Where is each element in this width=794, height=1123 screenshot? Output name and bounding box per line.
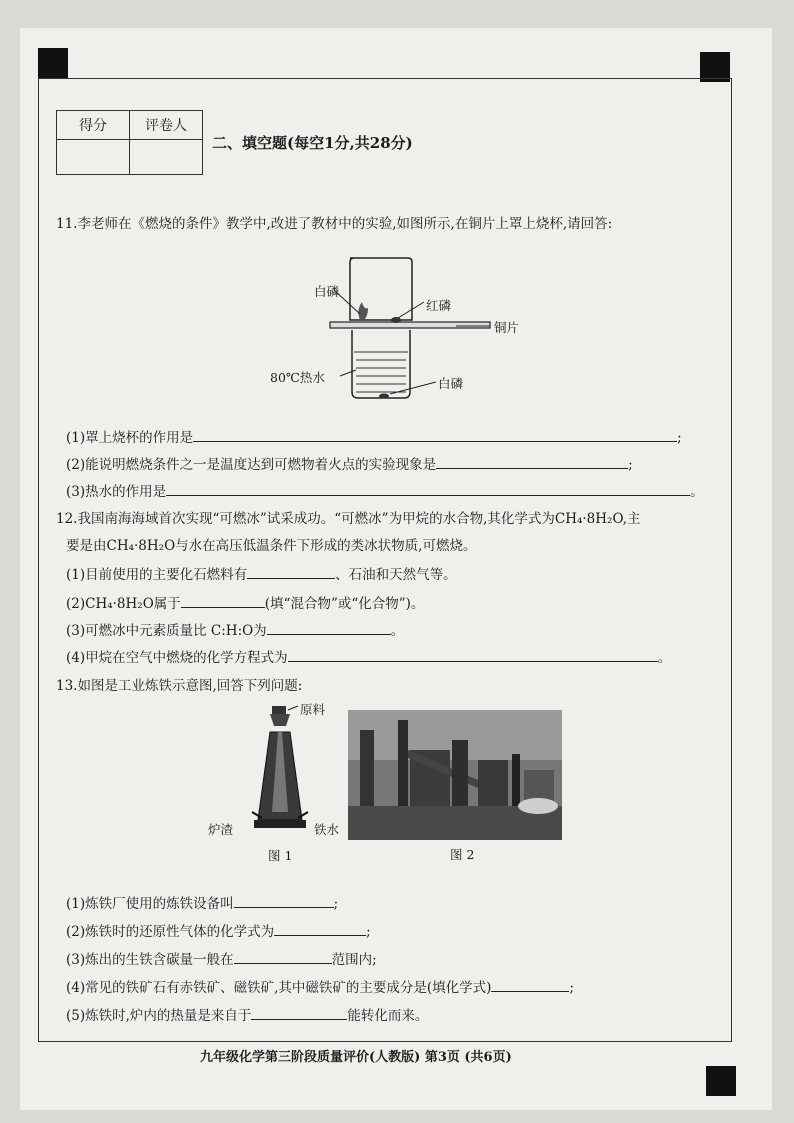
- q13-part3-text: (3)炼出的生铁含碳量一般在: [66, 952, 234, 968]
- grader-cell[interactable]: [130, 140, 203, 175]
- q12-part2: [66, 592, 424, 612]
- answer-blank[interactable]: [288, 647, 658, 662]
- raw-materials-label: 原料: [300, 702, 326, 717]
- white-phosphorus-top-label: 白磷: [314, 284, 340, 299]
- q13-part3-tail: 范围内;: [331, 952, 377, 968]
- q12-part1-tail: 、石油和天然气等。: [335, 567, 457, 583]
- punctuation: 。: [390, 623, 405, 639]
- answer-blank[interactable]: [234, 949, 332, 964]
- answer-blank[interactable]: [234, 893, 334, 908]
- q13-part1-text: (1)炼铁厂使用的炼铁设备叫: [66, 896, 234, 912]
- grader-label: 评卷人: [130, 111, 203, 140]
- q12-part3-text: (3)可燃冰中元素质量比 C:H:O为: [66, 623, 267, 639]
- red-phosphorus-label: 红磷: [426, 298, 452, 313]
- q13-part3: [66, 948, 377, 968]
- q13-part1: [66, 892, 338, 912]
- score-label: 得分: [57, 111, 130, 140]
- q13-part4: [66, 976, 574, 996]
- q12-stem-line1: 12.我国南海海域首次实现“可燃冰”试采成功。“可燃冰”为甲烷的水合物,其化学式为CH₄·8H₂O,主: [56, 511, 641, 527]
- steel-plant-photo: [348, 710, 562, 840]
- answer-blank[interactable]: [247, 564, 335, 579]
- q12-part3: [66, 619, 404, 639]
- figure2-caption: 图 2: [450, 847, 475, 862]
- q13-part2: [66, 920, 371, 940]
- hot-water-label: 80℃热水: [270, 370, 325, 385]
- score-table: [56, 110, 203, 175]
- q11-part3-text: (3)热水的作用是: [66, 484, 167, 500]
- q11-part3: [66, 480, 704, 500]
- answer-blank[interactable]: [181, 593, 265, 608]
- q11-part1: [66, 426, 682, 446]
- q11-part2: [66, 453, 633, 473]
- punctuation: 。: [690, 484, 704, 500]
- section-title: 二、填空题(每空1分,共28分): [212, 134, 413, 152]
- q13-stem: 13.如图是工业炼铁示意图,回答下列问题:: [56, 678, 303, 694]
- q11-part1-text: (1)罩上烧杯的作用是: [66, 430, 194, 446]
- page-footer: 九年级化学第三阶段质量评价(人教版) 第3页 (共6页): [200, 1050, 512, 1065]
- punctuation: ;: [628, 457, 633, 473]
- slag-label: 炉渣: [208, 822, 234, 837]
- punctuation: ;: [366, 924, 371, 940]
- answer-blank[interactable]: [193, 427, 677, 442]
- white-phosphorus-bottom-label: 白磷: [438, 376, 464, 391]
- answer-blank[interactable]: [436, 454, 628, 469]
- answer-blank[interactable]: [166, 481, 690, 496]
- answer-blank[interactable]: [251, 1005, 347, 1020]
- q12-part4: [66, 646, 671, 666]
- copper-sheet-label: 铜片: [494, 320, 520, 335]
- registration-mark: [706, 1066, 736, 1096]
- q13-part5-text: (5)炼铁时,炉内的热量是来自于: [66, 1008, 252, 1024]
- q12-part4-text: (4)甲烷在空气中燃烧的化学方程式为: [66, 650, 288, 666]
- q12-part2-text: (2)CH₄·8H₂O属于: [66, 596, 181, 612]
- punctuation: ;: [677, 430, 682, 446]
- punctuation: ;: [569, 980, 575, 996]
- q13-part4-text: (4)常见的铁矿石有赤铁矿、磁铁矿,其中磁铁矿的主要成分是(填化学式): [66, 980, 492, 996]
- combustion-experiment-diagram: [260, 250, 500, 410]
- punctuation: 。: [657, 650, 672, 666]
- answer-blank[interactable]: [274, 921, 366, 936]
- registration-mark: [38, 48, 68, 78]
- q13-part5: [66, 1004, 428, 1024]
- q12-stem-line2: 要是由CH₄·8H₂O与水在高压低温条件下形成的类冰状物质,可燃烧。: [66, 538, 477, 554]
- q11-part2-text: (2)能说明燃烧条件之一是温度达到可燃物着火点的实验现象是: [66, 457, 437, 473]
- score-cell[interactable]: [57, 140, 130, 175]
- q13-part2-text: (2)炼铁时的还原性气体的化学式为: [66, 924, 275, 940]
- figure1-caption: 图 1: [268, 848, 293, 863]
- punctuation: ;: [333, 896, 339, 912]
- molten-iron-label: 铁水: [314, 822, 340, 837]
- q13-part5-tail: 能转化而来。: [347, 1008, 429, 1024]
- q11-stem: 11.李老师在《燃烧的条件》教学中,改进了教材中的实验,如图所示,在铜片上罩上烧杯,请回答:: [56, 216, 613, 232]
- answer-blank[interactable]: [491, 977, 569, 992]
- answer-blank[interactable]: [267, 620, 391, 635]
- q12-part1: [66, 563, 457, 583]
- q12-part2-tail: (填“混合物”或“化合物”)。: [264, 596, 425, 612]
- q12-part1-text: (1)目前使用的主要化石燃料有: [66, 567, 248, 583]
